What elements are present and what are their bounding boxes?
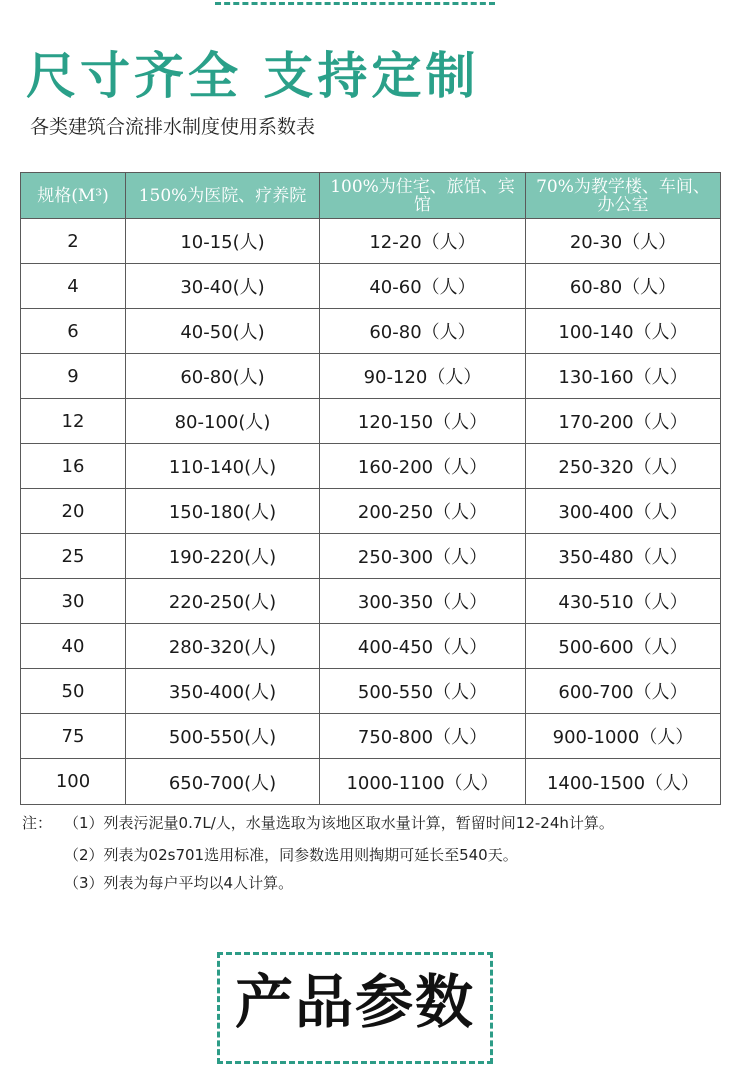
cell-residential: 200-250（人） xyxy=(320,489,526,534)
cell-hospital: 110-140(人) xyxy=(126,444,320,489)
cell-spec: 12 xyxy=(21,399,126,444)
cell-residential: 40-60（人） xyxy=(320,264,526,309)
table-row xyxy=(21,669,721,714)
table-row xyxy=(21,579,721,624)
cell-residential: 120-150（人） xyxy=(320,399,526,444)
section-title: 产品参数 xyxy=(234,968,475,1036)
cell-hospital: 350-400(人) xyxy=(126,669,320,714)
cell-hospital: 220-250(人) xyxy=(126,579,320,624)
cell-residential: 1000-1100（人） xyxy=(320,759,526,805)
cell-residential: 300-350（人） xyxy=(320,579,526,624)
table-row xyxy=(21,219,721,264)
table-row xyxy=(21,714,721,759)
note-item: （2）列表为02s701选用标准，同参数选用则掏期可延长至540天。 xyxy=(64,846,518,864)
table-row xyxy=(21,534,721,579)
cell-hospital: 500-550(人) xyxy=(126,714,320,759)
cell-office: 250-320（人） xyxy=(526,444,721,489)
header-office: 70%为教学楼、车间、办公室 xyxy=(526,173,721,219)
note-item: （3）列表为每户平均以4人计算。 xyxy=(64,874,294,892)
table-header-row xyxy=(21,173,721,219)
cell-spec: 16 xyxy=(21,444,126,489)
cell-hospital: 30-40(人) xyxy=(126,264,320,309)
cell-office: 300-400（人） xyxy=(526,489,721,534)
table-row xyxy=(21,489,721,534)
cell-office: 500-600（人） xyxy=(526,624,721,669)
table-subtitle: 各类建筑合流排水制度使用系数表 xyxy=(30,116,316,138)
cell-office: 60-80（人） xyxy=(526,264,721,309)
cell-office: 600-700（人） xyxy=(526,669,721,714)
cell-hospital: 650-700(人) xyxy=(126,759,320,805)
table-row xyxy=(21,354,721,399)
section-title-box xyxy=(217,952,493,1064)
table-row xyxy=(21,624,721,669)
cell-hospital: 280-320(人) xyxy=(126,624,320,669)
cell-residential: 500-550（人） xyxy=(320,669,526,714)
cell-residential: 60-80（人） xyxy=(320,309,526,354)
cell-spec: 20 xyxy=(21,489,126,534)
cell-spec: 4 xyxy=(21,264,126,309)
cell-residential: 90-120（人） xyxy=(320,354,526,399)
cell-hospital: 80-100(人) xyxy=(126,399,320,444)
table-row xyxy=(21,759,721,805)
top-dashed-divider xyxy=(215,0,495,5)
cell-spec: 2 xyxy=(21,219,126,264)
header-residential: 100%为住宅、旅馆、宾馆 xyxy=(320,173,526,219)
cell-residential: 400-450（人） xyxy=(320,624,526,669)
cell-office: 130-160（人） xyxy=(526,354,721,399)
header-hospital: 150%为医院、疗养院 xyxy=(126,173,320,219)
cell-office: 170-200（人） xyxy=(526,399,721,444)
table-row xyxy=(21,399,721,444)
cell-spec: 50 xyxy=(21,669,126,714)
cell-office: 20-30（人） xyxy=(526,219,721,264)
cell-spec: 75 xyxy=(21,714,126,759)
cell-spec: 25 xyxy=(21,534,126,579)
cell-spec: 30 xyxy=(21,579,126,624)
cell-office: 100-140（人） xyxy=(526,309,721,354)
cell-spec: 9 xyxy=(21,354,126,399)
cell-hospital: 40-50(人) xyxy=(126,309,320,354)
cell-spec: 40 xyxy=(21,624,126,669)
cell-residential: 12-20（人） xyxy=(320,219,526,264)
header-spec: 规格(M³) xyxy=(21,173,126,219)
cell-residential: 750-800（人） xyxy=(320,714,526,759)
cell-office: 1400-1500（人） xyxy=(526,759,721,805)
cell-hospital: 190-220(人) xyxy=(126,534,320,579)
table-row xyxy=(21,444,721,489)
table-row xyxy=(21,264,721,309)
page-title: 尺寸齐全 支持定制 xyxy=(26,47,480,105)
cell-office: 430-510（人） xyxy=(526,579,721,624)
cell-hospital: 150-180(人) xyxy=(126,489,320,534)
notes-prefix: 注： xyxy=(22,814,53,832)
table-row xyxy=(21,309,721,354)
cell-residential: 160-200（人） xyxy=(320,444,526,489)
cell-spec: 100 xyxy=(21,759,126,805)
cell-hospital: 10-15(人) xyxy=(126,219,320,264)
note-item: （1）列表污泥量0.7L/人，水量选取为该地区取水量计算，暂留时间12-24h计算。 xyxy=(64,814,614,832)
cell-office: 900-1000（人） xyxy=(526,714,721,759)
cell-office: 350-480（人） xyxy=(526,534,721,579)
cell-residential: 250-300（人） xyxy=(320,534,526,579)
cell-spec: 6 xyxy=(21,309,126,354)
usage-coefficient-table xyxy=(20,172,721,805)
cell-hospital: 60-80(人) xyxy=(126,354,320,399)
